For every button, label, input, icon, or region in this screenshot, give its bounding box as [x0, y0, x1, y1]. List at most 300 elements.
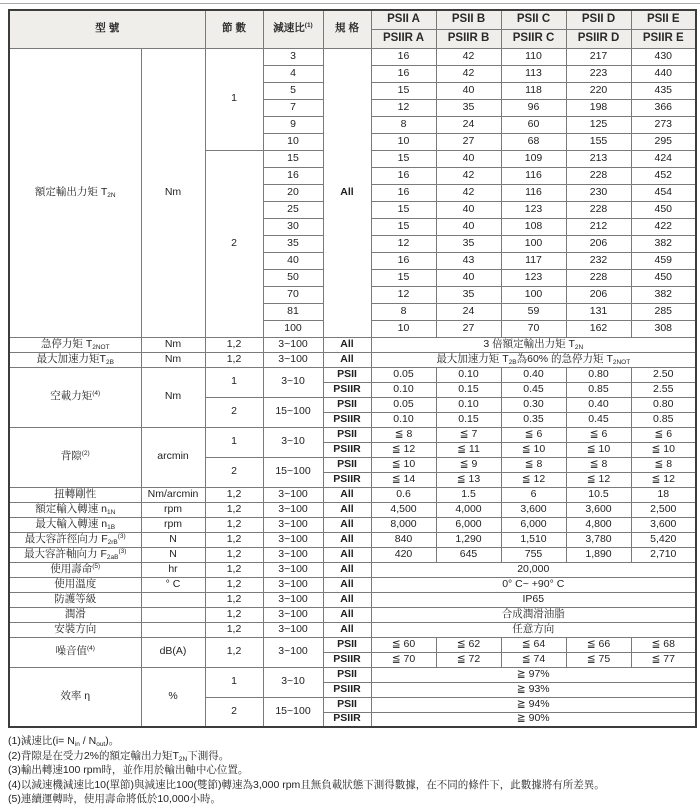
footnotes [8, 734, 695, 807]
value-span-cell: 合成潤滑油脂 [371, 607, 696, 622]
table-row [9, 487, 696, 502]
value-cell: 60 [501, 116, 566, 133]
stages-cell: 1 [205, 48, 263, 150]
table-row [9, 547, 696, 562]
ratio-cell: 3~10 [263, 427, 323, 457]
spec-cell: PSIIR [323, 682, 371, 697]
value-cell: 420 [371, 547, 436, 562]
value-cell: 0.10 [436, 367, 501, 382]
value-cell: 206 [566, 286, 631, 303]
spec-cell: PSIIR [323, 652, 371, 667]
value-cell: 35 [436, 235, 501, 252]
value-cell: 2,500 [631, 502, 696, 517]
table-row [9, 577, 696, 592]
value-cell: 0.15 [436, 412, 501, 427]
page-top-rule [0, 3, 700, 4]
param-label: 額定輸出力矩 $T_{2N}$ [9, 48, 141, 337]
stages-cell: 2 [205, 150, 263, 337]
value-cell: 8 [371, 303, 436, 320]
value-cell: 16 [371, 252, 436, 269]
spec-cell: All [323, 607, 371, 622]
value-cell: 6,000 [436, 517, 501, 532]
value-cell: 12 [371, 99, 436, 116]
value-cell: 228 [566, 269, 631, 286]
param-label: 背隙$^{(2)}$ [9, 427, 141, 487]
ratio-cell: 3~100 [263, 637, 323, 667]
value-cell: 42 [436, 184, 501, 201]
value-cell: 435 [631, 82, 696, 99]
value-cell: 108 [501, 218, 566, 235]
value-cell: 100 [501, 286, 566, 303]
value-cell: 1.5 [436, 487, 501, 502]
table-row [9, 562, 696, 577]
stages-cell: 1,2 [205, 637, 263, 667]
spec-cell: All [323, 562, 371, 577]
value-cell: ≦ 11 [436, 442, 501, 457]
value-cell: 273 [631, 116, 696, 133]
spec-cell: PSIIR [323, 382, 371, 397]
value-cell: 0.10 [371, 412, 436, 427]
value-cell: 2.50 [631, 367, 696, 382]
spec-cell: All [323, 532, 371, 547]
ratio-cell: 3~100 [263, 592, 323, 607]
stages-cell: 1,2 [205, 592, 263, 607]
ratio-cell: 3~100 [263, 547, 323, 562]
ratio-footnote-mark: (1) [304, 22, 313, 30]
table-row [9, 532, 696, 547]
col-header-psiir-b: PSIIR B [436, 29, 501, 48]
value-cell: 0.40 [566, 397, 631, 412]
value-cell: 15 [371, 201, 436, 218]
stages-cell: 1 [205, 667, 263, 697]
value-cell: 0.85 [631, 412, 696, 427]
stages-cell: 2 [205, 697, 263, 727]
value-cell: 430 [631, 48, 696, 65]
value-cell: 0.15 [436, 382, 501, 397]
value-cell: 2.55 [631, 382, 696, 397]
value-cell: ≦ 7 [436, 427, 501, 442]
col-header-psii-c: PSII C [501, 10, 566, 29]
spec-cell: All [323, 487, 371, 502]
value-span-cell: 任意方向 [371, 622, 696, 637]
col-header-spec: 規 格 [323, 10, 371, 48]
value-cell: ≦ 12 [566, 472, 631, 487]
param-label: 額定輸入轉速 $n_{1N}$ [9, 502, 141, 517]
stages-cell: 2 [205, 397, 263, 427]
value-cell: 228 [566, 201, 631, 218]
value-cell: 100 [501, 235, 566, 252]
unit-cell: N [141, 532, 205, 547]
table-row [9, 637, 696, 652]
unit-cell [141, 592, 205, 607]
value-cell: 10 [371, 320, 436, 337]
stages-cell: 1,2 [205, 352, 263, 367]
value-cell: 125 [566, 116, 631, 133]
value-cell: 155 [566, 133, 631, 150]
value-cell: 228 [566, 167, 631, 184]
value-cell: 42 [436, 65, 501, 82]
value-cell: ≦ 9 [436, 457, 501, 472]
value-span-cell: ≧ 97% [371, 667, 696, 682]
param-label: 空載力矩$^{(4)}$ [9, 367, 141, 427]
spec-cell: All [323, 337, 371, 352]
value-cell: 206 [566, 235, 631, 252]
ratio-cell: 20 [263, 184, 323, 201]
value-cell: 0.6 [371, 487, 436, 502]
unit-cell: ° C [141, 577, 205, 592]
value-cell: 0.30 [501, 397, 566, 412]
value-span-cell: IP65 [371, 592, 696, 607]
stages-cell: 1 [205, 427, 263, 457]
value-cell: 382 [631, 286, 696, 303]
unit-cell: hr [141, 562, 205, 577]
value-cell: 15 [371, 150, 436, 167]
value-cell: 366 [631, 99, 696, 116]
ratio-cell: 35 [263, 235, 323, 252]
param-label: 急停力矩 $T_{2NOT}$ [9, 337, 141, 352]
value-cell: 131 [566, 303, 631, 320]
spec-cell: All [323, 547, 371, 562]
value-cell: 4,500 [371, 502, 436, 517]
value-cell: 450 [631, 201, 696, 218]
value-cell: 3,780 [566, 532, 631, 547]
value-cell: ≦ 60 [371, 637, 436, 652]
value-cell: 0.85 [566, 382, 631, 397]
value-cell: 382 [631, 235, 696, 252]
ratio-cell: 100 [263, 320, 323, 337]
stages-cell: 1,2 [205, 577, 263, 592]
value-cell: ≦ 8 [501, 457, 566, 472]
value-cell: 645 [436, 547, 501, 562]
ratio-cell: 9 [263, 116, 323, 133]
ratio-label: 減速比 [273, 22, 305, 35]
ratio-cell: 81 [263, 303, 323, 320]
value-cell: 16 [371, 184, 436, 201]
value-cell: 198 [566, 99, 631, 116]
table-row [9, 622, 696, 637]
col-header-model: 型 號 [9, 10, 205, 48]
value-cell: 16 [371, 167, 436, 184]
col-header-psii-e: PSII E [631, 10, 696, 29]
unit-cell: rpm [141, 502, 205, 517]
value-cell: 35 [436, 99, 501, 116]
ratio-cell: 30 [263, 218, 323, 235]
value-cell: 0.45 [566, 412, 631, 427]
value-cell: 109 [501, 150, 566, 167]
param-label: 最大容許徑向力 $F_{2rB}^{(3)}$ [9, 532, 141, 547]
value-cell: 162 [566, 320, 631, 337]
value-cell: 116 [501, 167, 566, 184]
spec-cell: All [323, 48, 371, 337]
value-cell: 0.80 [566, 367, 631, 382]
value-cell: 3,600 [631, 517, 696, 532]
spec-cell: PSII [323, 427, 371, 442]
footnote-line: (3)輸出轉速100 rpm時，並作用於輸出軸中心位置。 [8, 764, 249, 776]
value-cell: 15 [371, 269, 436, 286]
value-cell: 18 [631, 487, 696, 502]
stages-cell: 1,2 [205, 562, 263, 577]
ratio-cell: 4 [263, 65, 323, 82]
value-cell: 220 [566, 82, 631, 99]
ratio-cell: 15~100 [263, 697, 323, 727]
value-cell: 4,800 [566, 517, 631, 532]
table-row [9, 592, 696, 607]
ratio-cell: 3~100 [263, 532, 323, 547]
ratio-cell: 5 [263, 82, 323, 99]
param-label: 噪音值$^{(4)}$ [9, 637, 141, 667]
value-cell: 40 [436, 269, 501, 286]
value-cell: 110 [501, 48, 566, 65]
unit-cell [141, 622, 205, 637]
param-label: 使用溫度 [9, 577, 141, 592]
value-cell: 123 [501, 201, 566, 218]
footnote-line: (5)連續運轉時，使用壽命將低於10,000小時。 [8, 793, 221, 805]
value-cell: 96 [501, 99, 566, 116]
footnote-line: (2)背隙是在受力2%的額定輸出力矩$T_{2N}$下測得。 [8, 749, 230, 763]
stages-cell: 1 [205, 367, 263, 397]
value-cell: 27 [436, 320, 501, 337]
spec-cell: All [323, 502, 371, 517]
ratio-cell: 3~100 [263, 502, 323, 517]
spec-cell: All [323, 622, 371, 637]
value-cell: 42 [436, 48, 501, 65]
col-header-psii-a: PSII A [371, 10, 436, 29]
value-cell: 424 [631, 150, 696, 167]
value-cell: 459 [631, 252, 696, 269]
spec-cell: PSIIR [323, 412, 371, 427]
value-cell: 422 [631, 218, 696, 235]
value-span-cell: 20,000 [371, 562, 696, 577]
col-header-psii-b: PSII B [436, 10, 501, 29]
value-cell: 217 [566, 48, 631, 65]
unit-cell: N [141, 547, 205, 562]
stages-cell: 1,2 [205, 502, 263, 517]
stages-cell: 1,2 [205, 337, 263, 352]
value-cell: 230 [566, 184, 631, 201]
col-header-stages: 節 數 [205, 10, 263, 48]
value-cell: 10 [371, 133, 436, 150]
stages-cell: 1,2 [205, 532, 263, 547]
spec-cell: PSII [323, 697, 371, 712]
value-cell: 40 [436, 82, 501, 99]
spec-cell: PSII [323, 397, 371, 412]
unit-cell: arcmin [141, 427, 205, 487]
param-label: 最大容許軸向力 $F_{2aB}^{(3)}$ [9, 547, 141, 562]
value-cell: 0.80 [631, 397, 696, 412]
value-cell: ≦ 68 [631, 637, 696, 652]
value-cell: 35 [436, 286, 501, 303]
ratio-cell: 50 [263, 269, 323, 286]
ratio-cell: 40 [263, 252, 323, 269]
value-cell: 213 [566, 150, 631, 167]
ratio-cell: 15~100 [263, 397, 323, 427]
stages-cell: 2 [205, 457, 263, 487]
value-cell: 212 [566, 218, 631, 235]
value-cell: ≦ 13 [436, 472, 501, 487]
value-span-cell: 0° C~ +90° C [371, 577, 696, 592]
unit-cell: rpm [141, 517, 205, 532]
unit-cell: Nm [141, 352, 205, 367]
unit-cell: Nm [141, 337, 205, 352]
value-cell: 440 [631, 65, 696, 82]
value-cell: 285 [631, 303, 696, 320]
footnote-line: (1)減速比$(i= N_{in} / N_{out})$。 [8, 735, 120, 748]
spec-cell: PSIIR [323, 442, 371, 457]
value-cell: ≦ 10 [631, 442, 696, 457]
value-cell: 12 [371, 235, 436, 252]
value-cell: 0.10 [371, 382, 436, 397]
value-cell: 0.40 [501, 367, 566, 382]
ratio-cell: 3~100 [263, 517, 323, 532]
ratio-cell: 3~100 [263, 487, 323, 502]
spec-cell: PSII [323, 637, 371, 652]
stages-cell: 1,2 [205, 607, 263, 622]
value-cell: ≦ 6 [501, 427, 566, 442]
unit-cell: Nm [141, 367, 205, 427]
value-cell: ≦ 8 [566, 457, 631, 472]
value-cell: 6 [501, 487, 566, 502]
unit-cell: Nm [141, 48, 205, 337]
ratio-cell: 3~10 [263, 367, 323, 397]
value-span-cell: ≧ 90% [371, 712, 696, 727]
value-cell: 1,290 [436, 532, 501, 547]
stages-cell: 1,2 [205, 622, 263, 637]
table-row [9, 352, 696, 367]
value-cell: 10.5 [566, 487, 631, 502]
stages-cell: 1,2 [205, 547, 263, 562]
value-cell: ≦ 10 [566, 442, 631, 457]
ratio-cell: 3 [263, 48, 323, 65]
spec-cell: PSII [323, 457, 371, 472]
value-cell: 24 [436, 303, 501, 320]
value-cell: 70 [501, 320, 566, 337]
value-cell: 123 [501, 269, 566, 286]
ratio-cell: 70 [263, 286, 323, 303]
ratio-cell: 15 [263, 150, 323, 167]
ratio-cell: 7 [263, 99, 323, 116]
table-body [9, 48, 696, 727]
unit-cell: dB(A) [141, 637, 205, 667]
value-cell: 15 [371, 218, 436, 235]
value-cell: 1,890 [566, 547, 631, 562]
value-cell: ≦ 75 [566, 652, 631, 667]
value-cell: 16 [371, 48, 436, 65]
spec-cell: PSIIR [323, 712, 371, 727]
param-label: 防護等級 [9, 592, 141, 607]
value-cell: 452 [631, 167, 696, 184]
value-cell: 16 [371, 65, 436, 82]
value-cell: 6,000 [501, 517, 566, 532]
value-span-cell: ≧ 93% [371, 682, 696, 697]
value-cell: 0.35 [501, 412, 566, 427]
value-cell: 450 [631, 269, 696, 286]
col-header-psiir-c: PSIIR C [501, 29, 566, 48]
unit-cell [141, 607, 205, 622]
value-cell: 59 [501, 303, 566, 320]
table-row [9, 367, 696, 382]
value-cell: ≦ 74 [501, 652, 566, 667]
spec-cell: All [323, 517, 371, 532]
value-cell: ≦ 70 [371, 652, 436, 667]
value-cell: 2,710 [631, 547, 696, 562]
value-cell: 42 [436, 167, 501, 184]
value-cell: 117 [501, 252, 566, 269]
col-header-psiir-d: PSIIR D [566, 29, 631, 48]
value-cell: 8 [371, 116, 436, 133]
param-label: 安裝方向 [9, 622, 141, 637]
value-cell: ≦ 66 [566, 637, 631, 652]
value-cell: 3,600 [501, 502, 566, 517]
spec-cell: PSIIR [323, 472, 371, 487]
value-cell: 0.05 [371, 367, 436, 382]
ratio-cell: 3~100 [263, 607, 323, 622]
table-row [9, 48, 696, 65]
value-cell: 223 [566, 65, 631, 82]
ratio-cell: 25 [263, 201, 323, 218]
ratio-cell: 3~100 [263, 562, 323, 577]
value-cell: 8,000 [371, 517, 436, 532]
value-cell: ≦ 64 [501, 637, 566, 652]
param-label: 使用壽命$^{(5)}$ [9, 562, 141, 577]
param-label: 扭轉剛性 [9, 487, 141, 502]
gearbox-spec-table [8, 9, 697, 728]
stages-cell: 1,2 [205, 487, 263, 502]
value-cell: ≦ 8 [631, 457, 696, 472]
spec-cell: PSII [323, 667, 371, 682]
value-cell: ≦ 12 [631, 472, 696, 487]
ratio-cell: 3~100 [263, 577, 323, 592]
col-header-psiir-e: PSIIR E [631, 29, 696, 48]
value-cell: ≦ 6 [566, 427, 631, 442]
col-header-psii-d: PSII D [566, 10, 631, 29]
spec-cell: PSII [323, 367, 371, 382]
value-cell: 24 [436, 116, 501, 133]
value-cell: 3,600 [566, 502, 631, 517]
param-label: 效率 η [9, 667, 141, 727]
unit-cell: Nm/arcmin [141, 487, 205, 502]
value-cell: 12 [371, 286, 436, 303]
table-header [9, 10, 696, 48]
unit-cell: % [141, 667, 205, 727]
value-span-cell: 最大加速力矩 $T_{2B}$為60% 的急停力矩 $T_{2NOT}$ [371, 352, 696, 367]
spec-cell: All [323, 577, 371, 592]
col-header-psiir-a: PSIIR A [371, 29, 436, 48]
value-cell: 0.05 [371, 397, 436, 412]
ratio-cell: 16 [263, 167, 323, 184]
ratio-cell: 15~100 [263, 457, 323, 487]
value-cell: 232 [566, 252, 631, 269]
value-cell: 40 [436, 218, 501, 235]
table-row [9, 337, 696, 352]
value-span-cell: 3 倍額定輸出力矩 $T_{2N}$ [371, 337, 696, 352]
value-cell: 454 [631, 184, 696, 201]
param-label: 潤滑 [9, 607, 141, 622]
table-row [9, 517, 696, 532]
param-label: 最大輸入轉速 $n_{1B}$ [9, 517, 141, 532]
spec-cell: All [323, 592, 371, 607]
param-label: 最大加速力矩$T_{2B}$ [9, 352, 141, 367]
table-row [9, 427, 696, 442]
value-cell: ≦ 12 [371, 442, 436, 457]
ratio-cell: 3~100 [263, 352, 323, 367]
value-cell: 40 [436, 150, 501, 167]
value-cell: ≦ 10 [501, 442, 566, 457]
value-cell: 1,510 [501, 532, 566, 547]
stages-cell: 1,2 [205, 517, 263, 532]
ratio-cell: 3~100 [263, 622, 323, 637]
value-cell: ≦ 6 [631, 427, 696, 442]
value-cell: ≦ 77 [631, 652, 696, 667]
